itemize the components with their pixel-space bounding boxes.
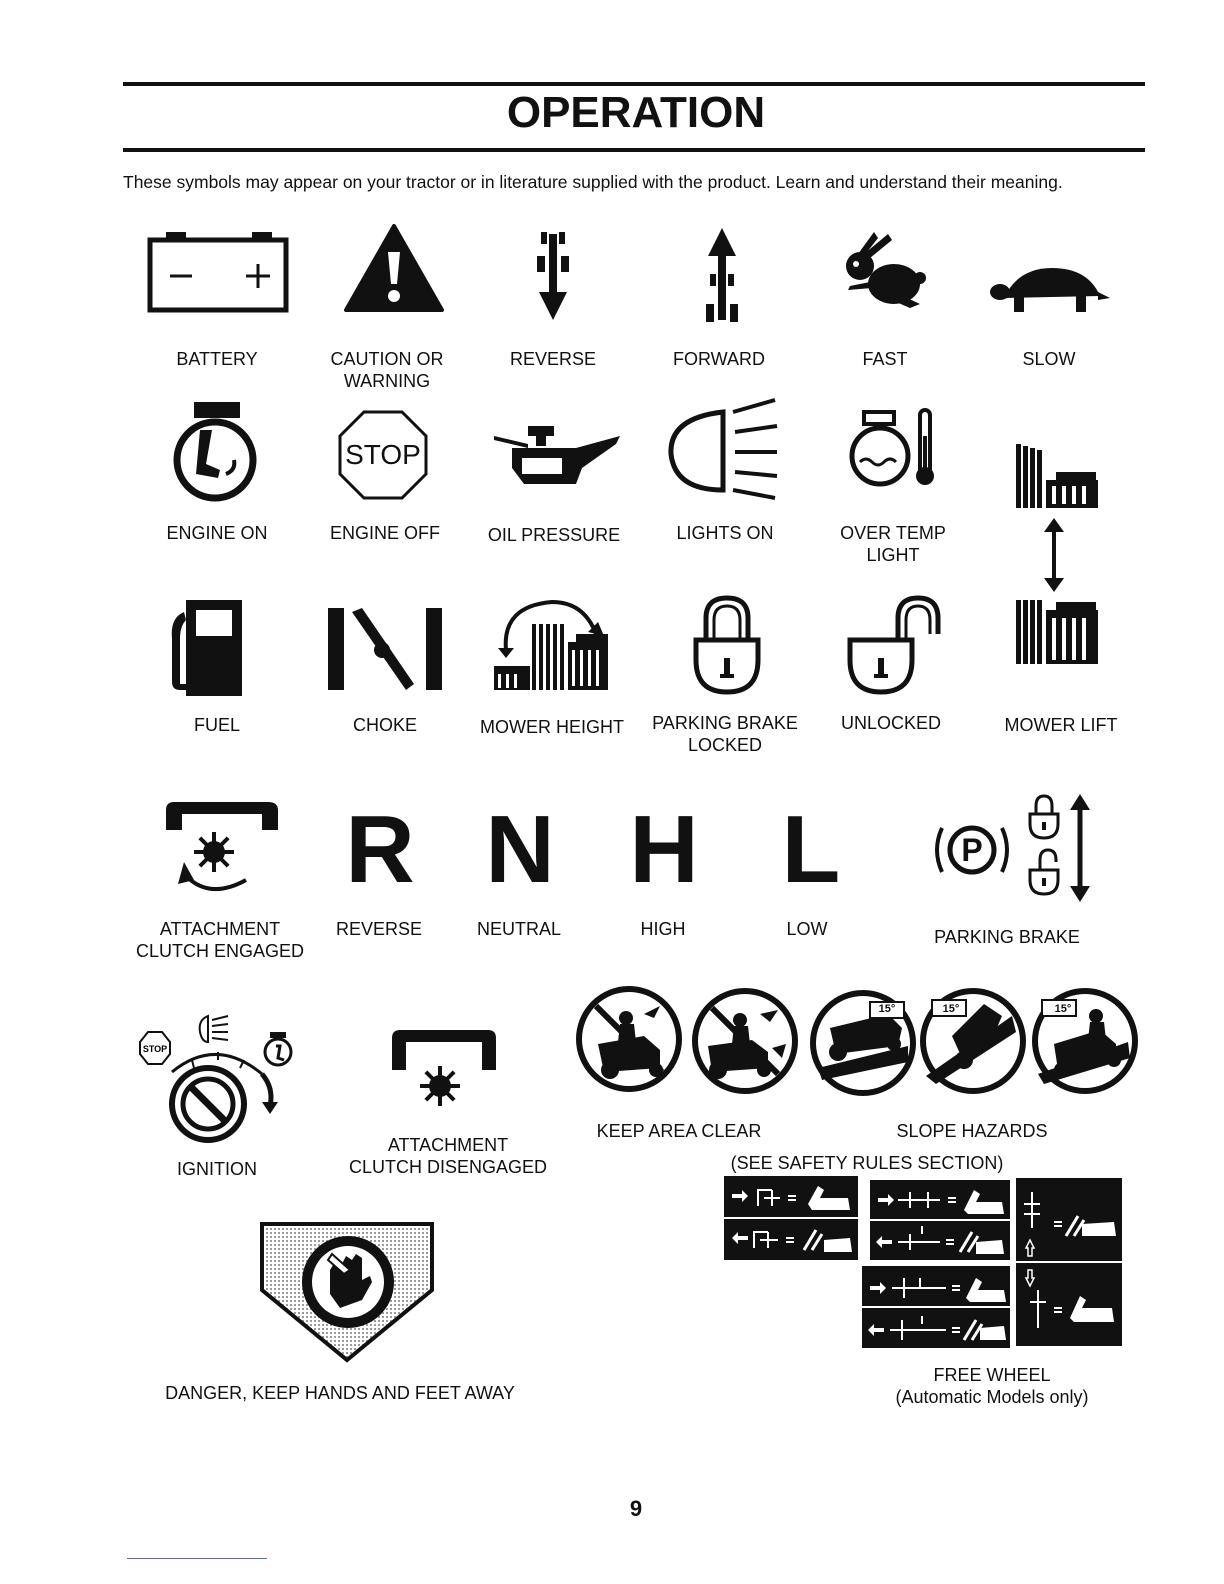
over-temp-icon bbox=[846, 408, 942, 488]
danger-label: DANGER, KEEP HANDS AND FEET AWAY bbox=[165, 1383, 515, 1403]
keep-area-clear-label: KEEP AREA CLEAR bbox=[596, 1121, 762, 1141]
title-underline bbox=[123, 148, 1145, 152]
engine-on-label: ENGINE ON bbox=[166, 523, 268, 543]
fuel-pump-icon bbox=[166, 598, 246, 698]
high-label: HIGH bbox=[640, 919, 686, 939]
attachment-engaged-label-line2: CLUTCH ENGAGED bbox=[135, 941, 305, 961]
stop-sign-text: STOP bbox=[345, 439, 421, 470]
ignition-switch-icon bbox=[136, 1010, 304, 1150]
over-temp-label-line1: OVER TEMP bbox=[840, 523, 946, 543]
headlight-icon bbox=[665, 398, 790, 500]
fast-label: FAST bbox=[862, 349, 908, 369]
caution-label-line1: CAUTION OR bbox=[330, 349, 444, 369]
gear-neutral-letter: N bbox=[485, 796, 555, 903]
gear-low-letter: L bbox=[781, 796, 841, 903]
see-safety-rules-label: (SEE SAFETY RULES SECTION) bbox=[730, 1153, 1004, 1173]
rabbit-fast-icon bbox=[830, 232, 930, 318]
turtle-slow-icon bbox=[988, 262, 1114, 322]
oil-can-icon bbox=[492, 424, 622, 490]
keep-clear-icon-2 bbox=[690, 986, 800, 1096]
free-wheel-diagram-2 bbox=[870, 1180, 1010, 1260]
padlock-locked-icon bbox=[692, 594, 762, 696]
engine-on-icon bbox=[170, 400, 260, 504]
parking-brake-p-letter: P bbox=[961, 832, 983, 868]
page-title: OPERATION bbox=[506, 88, 766, 137]
oil-pressure-label: OIL PRESSURE bbox=[487, 525, 621, 545]
padlock-unlocked-icon bbox=[846, 594, 942, 696]
page-number: 9 bbox=[629, 1496, 643, 1521]
battery-label: BATTERY bbox=[176, 349, 258, 369]
slope-angle-2: 15° bbox=[942, 1003, 960, 1015]
low-label: LOW bbox=[786, 919, 828, 939]
choke-icon bbox=[326, 606, 444, 692]
free-wheel-label-line2: (Automatic Models only) bbox=[895, 1387, 1089, 1407]
unlocked-label: UNLOCKED bbox=[840, 713, 942, 733]
warning-triangle-icon bbox=[342, 222, 446, 314]
danger-hand-shield-icon bbox=[258, 1220, 436, 1364]
gear-high-letter: H bbox=[629, 796, 699, 903]
free-wheel-diagram-1 bbox=[724, 1176, 858, 1260]
free-wheel-diagram-3 bbox=[1016, 1178, 1122, 1346]
mower-height-icon bbox=[492, 594, 612, 694]
lights-on-label: LIGHTS ON bbox=[676, 523, 774, 543]
parking-brake-locked-label-line1: PARKING BRAKE bbox=[652, 713, 798, 733]
free-wheel-diagram-4 bbox=[862, 1266, 1010, 1348]
forward-label: FORWARD bbox=[673, 349, 765, 369]
free-wheel-label-line1: FREE WHEEL bbox=[933, 1365, 1051, 1385]
top-rule bbox=[123, 82, 1145, 86]
attachment-clutch-engaged-icon bbox=[160, 800, 284, 900]
battery-icon bbox=[148, 230, 290, 314]
attachment-disengaged-label-line1: ATTACHMENT bbox=[387, 1135, 509, 1155]
neutral-label: NEUTRAL bbox=[476, 919, 561, 939]
slope-angle-1: 15° bbox=[878, 1003, 896, 1015]
mower-lift-label: MOWER LIFT bbox=[1004, 715, 1118, 735]
svg-text:STOP: STOP bbox=[142, 1044, 168, 1054]
fuel-label: FUEL bbox=[193, 715, 240, 735]
footer-line bbox=[127, 1558, 267, 1559]
slow-label: SLOW bbox=[1022, 349, 1076, 369]
ignition-label: IGNITION bbox=[177, 1159, 257, 1179]
caution-label-line2: WARNING bbox=[343, 371, 431, 391]
attachment-disengaged-label-line2: CLUTCH DISENGAGED bbox=[348, 1157, 548, 1177]
parking-brake-lock-arrow-icon bbox=[1026, 792, 1092, 904]
engine-off-label: ENGINE OFF bbox=[329, 523, 440, 543]
attachment-clutch-disengaged-icon bbox=[388, 1026, 500, 1126]
intro-text: These symbols may appear on your tractor or in literature supplied with the product. Learn and understand their meaning. bbox=[123, 172, 1063, 192]
parking-brake-locked-label-line2: LOCKED bbox=[687, 735, 763, 755]
slope-angle-3: 15° bbox=[1054, 1003, 1072, 1015]
forward-arrow-icon bbox=[702, 228, 742, 324]
attachment-engaged-label-line1: ATTACHMENT bbox=[159, 919, 281, 939]
reverse-arrow-icon bbox=[533, 228, 573, 320]
slope-hazards-label: SLOPE HAZARDS bbox=[896, 1121, 1048, 1141]
mower-height-label: MOWER HEIGHT bbox=[480, 717, 624, 737]
reverse-gear-label: REVERSE bbox=[335, 919, 423, 939]
choke-label: CHOKE bbox=[352, 715, 417, 735]
keep-clear-icon-1 bbox=[574, 984, 684, 1094]
over-temp-label-line2: LIGHT bbox=[866, 545, 920, 565]
gear-reverse-letter: R bbox=[345, 796, 415, 903]
mower-lift-icon bbox=[1012, 440, 1102, 676]
parking-brake-label: PARKING BRAKE bbox=[934, 927, 1080, 947]
reverse-label: REVERSE bbox=[509, 349, 597, 369]
